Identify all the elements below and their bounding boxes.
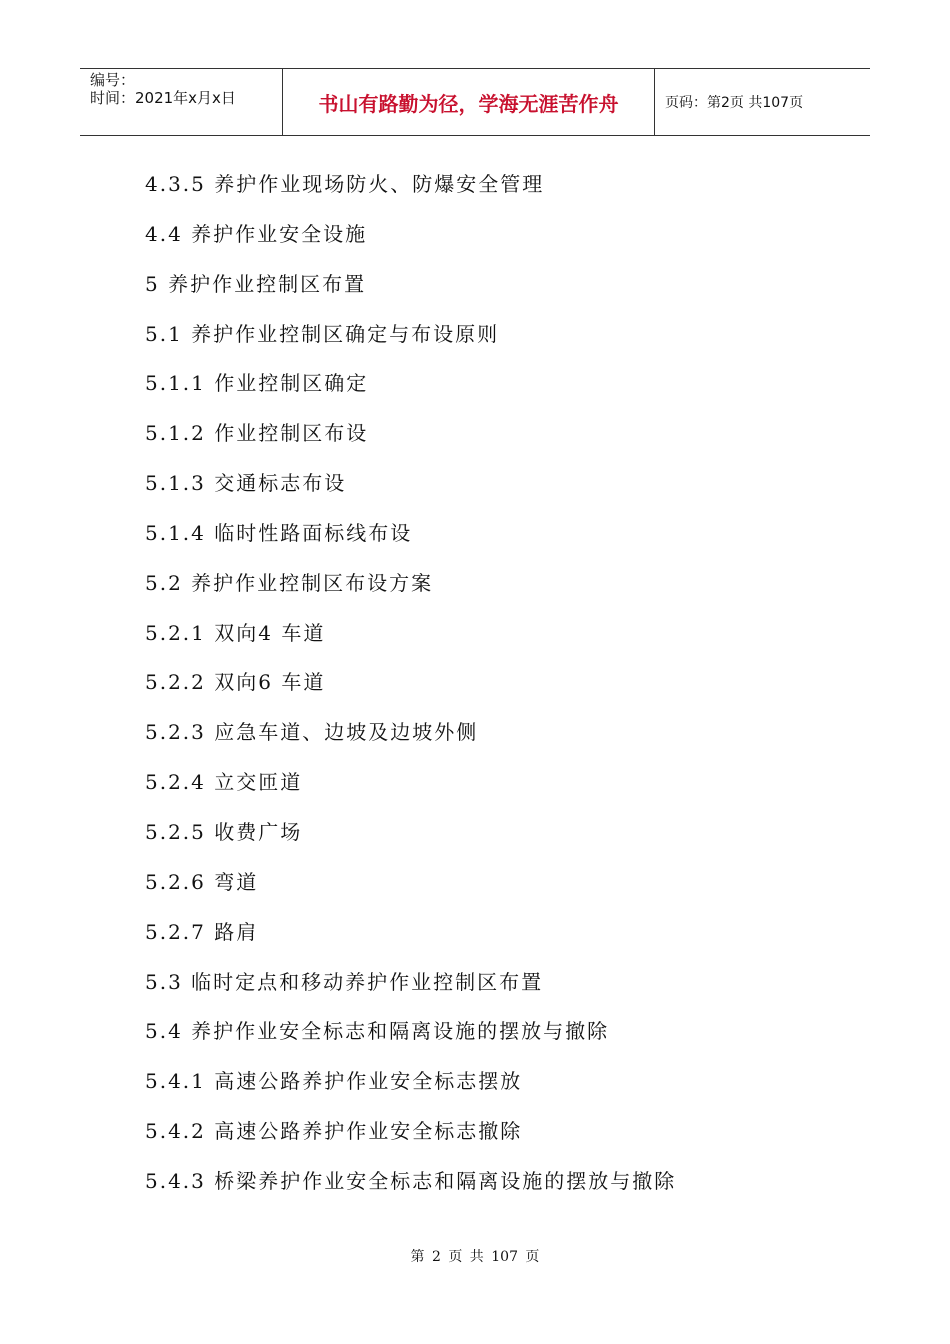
toc-entry: 5 养护作业控制区布置 (145, 271, 367, 296)
toc-entry: 5.2.2 双向6 车道 (145, 670, 326, 695)
toc-entry: 4.3.5 养护作业现场防火、防爆安全管理 (145, 172, 545, 196)
toc-entry: 5.1 养护作业控制区确定与布设原则 (145, 321, 500, 346)
header-page-info: 页码：第2页 共107页 (665, 95, 804, 111)
toc-entry: 5.4.2 高速公路养护作业安全标志撤除 (145, 1119, 523, 1144)
toc-entry: 5.1.3 交通标志布设 (145, 471, 347, 496)
toc-entry: 5.1.2 作业控制区布设 (145, 421, 369, 446)
page-header (80, 68, 870, 136)
header-meta (80, 69, 283, 135)
toc-entry: 4.4 养护作业安全设施 (145, 221, 368, 246)
toc-entry: 5.2 养护作业控制区布设方案 (145, 570, 434, 595)
toc-entry: 5.2.4 立交匝道 (145, 770, 303, 795)
toc-entry: 5.2.7 路肩 (145, 919, 259, 944)
page-footer: 第 2 页 共 107 页 (410, 1249, 540, 1265)
toc-entry: 5.3 临时定点和移动养护作业控制区布置 (145, 969, 544, 994)
document-number-label: 编号： (90, 71, 136, 89)
toc-entry: 5.1.4 临时性路面标线布设 (145, 520, 413, 545)
toc-entry: 5.2.1 双向4 车道 (145, 620, 326, 645)
header-motto: 书山有路勤为径，学海无涯苦作舟 (283, 69, 655, 135)
toc-entry: 5.4.1 高速公路养护作业安全标志摆放 (145, 1069, 523, 1094)
toc-entry: 5.2.3 应急车道、边坡及边坡外侧 (145, 720, 479, 745)
toc-entry: 5.4 养护作业安全标志和隔离设施的摆放与撤除 (145, 1019, 610, 1044)
toc-entry: 5.4.3 桥梁养护作业安全标志和隔离设施的摆放与撤除 (145, 1168, 677, 1193)
toc-entry: 5.2.5 收费广场 (145, 819, 303, 844)
toc-entry: 5.1.1 作业控制区确定 (145, 371, 369, 396)
table-of-contents (145, 160, 676, 1207)
document-date: 时间：2021年x月x日 (90, 89, 236, 107)
toc-entry: 5.2.6 弯道 (145, 869, 259, 894)
